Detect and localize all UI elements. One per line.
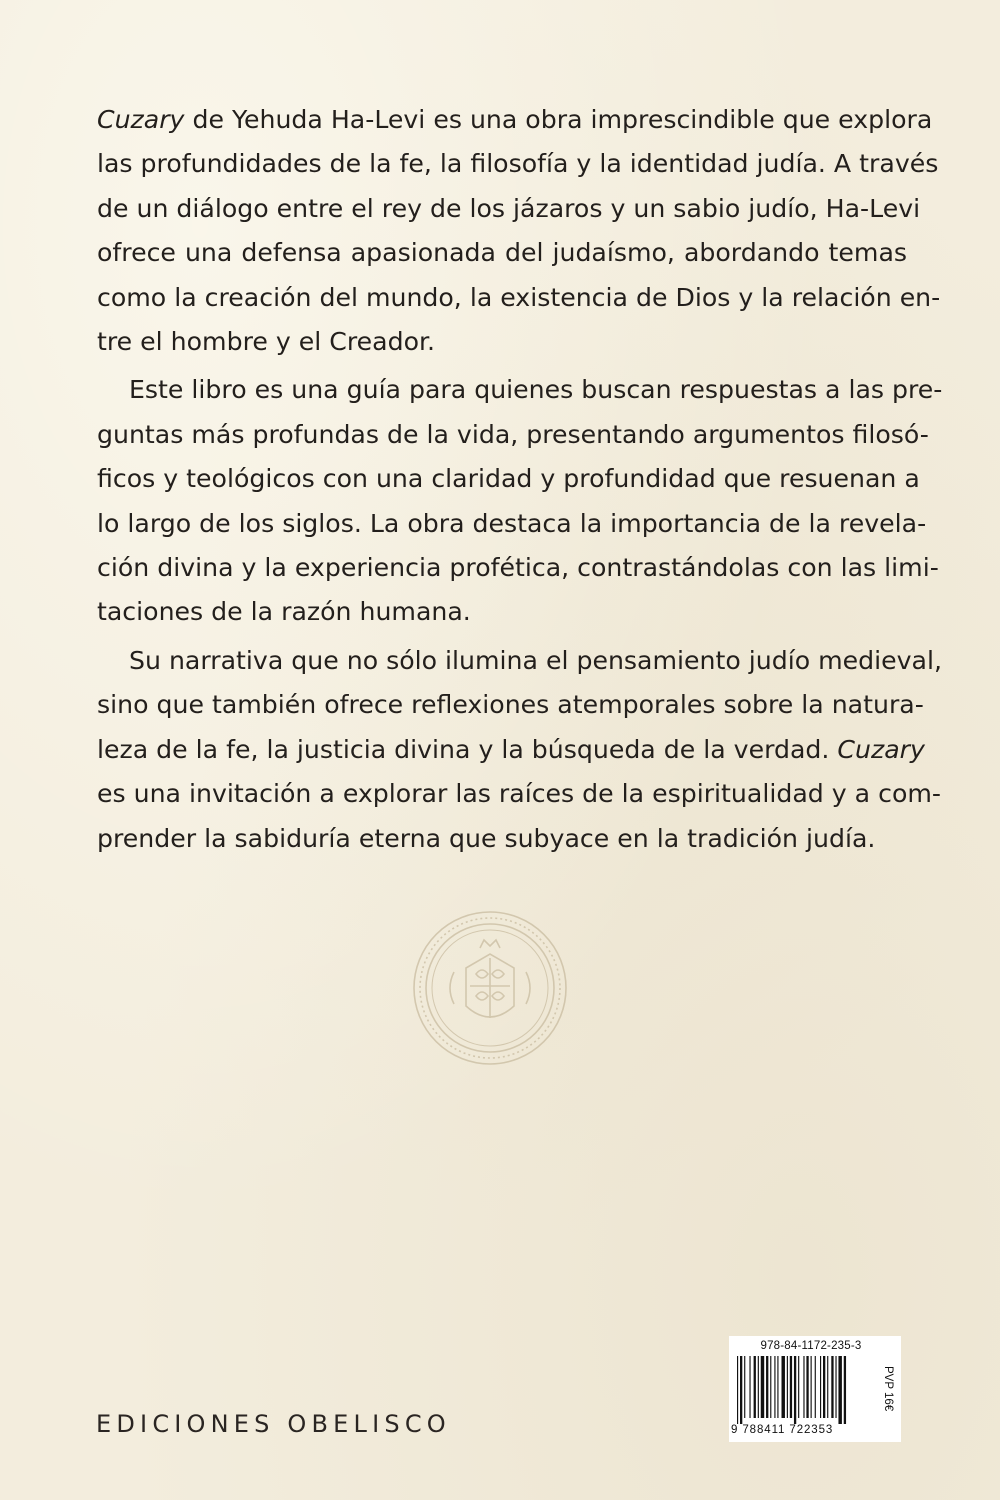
barcode-bar: [774, 1356, 775, 1418]
blurb-line: [97, 817, 907, 861]
blurb-line: [97, 457, 920, 501]
barcode-bar: [770, 1356, 771, 1418]
blurb-line: [97, 683, 924, 727]
blurb-paragraph: [97, 639, 942, 861]
blurb-line-text: las profundidades de la fe, la filosofía y la identidad judía. A través: [97, 149, 939, 179]
barcode-bar: [811, 1356, 812, 1418]
blurb-line: [97, 502, 927, 546]
barcode-bar: [777, 1356, 778, 1418]
barcode-bars: [737, 1356, 881, 1424]
blurb-line-text: sino que también ofrece reflexiones atemporales sobre la natura-: [97, 690, 924, 720]
barcode-bar: [806, 1356, 808, 1418]
barcode-bar: [835, 1356, 836, 1418]
blurb-line: [97, 639, 942, 683]
blurb-paragraph: [97, 368, 943, 634]
barcode-bar: [737, 1356, 738, 1424]
blurb-line: [97, 187, 921, 231]
blurb-line: [97, 546, 939, 590]
barcode-digits: 9 788411 722353: [731, 1424, 834, 1436]
blurb-line: [97, 142, 939, 186]
blurb-line-text: de un diálogo entre el rey de los jázaros y un sabio judío, Ha-Levi: [97, 193, 921, 223]
barcode-bar: [823, 1356, 825, 1418]
ornamental-seal-icon: [410, 908, 570, 1068]
blurb-line-text: ción divina y la experiencia profética, contrastándolas con las limi-: [97, 553, 939, 583]
barcode-bar: [744, 1356, 745, 1418]
barcode-bar: [787, 1356, 788, 1418]
isbn-barcode-panel: [729, 1336, 901, 1442]
blurb-line-text: tre el hombre y el Creador.: [97, 327, 436, 357]
blurb-line: [97, 413, 929, 457]
blurb-line: [97, 320, 907, 364]
blurb-line-text: de Yehuda Ha-Levi es una obra imprescindible que explora: [184, 105, 933, 134]
barcode-bar: [815, 1356, 816, 1418]
barcode-bar: [803, 1356, 804, 1418]
barcode-bar: [790, 1356, 792, 1418]
blurb-line-text: Este libro es una guía para quienes buscan respuestas a las pre-: [129, 375, 943, 405]
blurb-line: [97, 728, 925, 772]
barcode-bar: [758, 1356, 759, 1418]
book-title-italic: Cuzary: [837, 734, 925, 764]
barcode-bar: [827, 1356, 828, 1418]
barcode-bar: [820, 1356, 821, 1418]
blurb-line: [97, 590, 907, 634]
publisher-name: EDICIONES OBELISCO: [96, 1410, 451, 1438]
isbn-text: 978-84-1172-235-3: [760, 1340, 862, 1352]
blurb-line-text: ofrece una defensa apasionada del judaísmo, abordando temas: [97, 238, 907, 268]
blurb-line-text: guntas más profundas de la vida, presentando argumentos filosó-: [97, 419, 929, 449]
barcode-bar: [782, 1356, 785, 1418]
barcode-bar: [754, 1356, 756, 1418]
blurb-line-text: leza de la fe, la justicia divina y la búsqueda de la verdad.: [97, 734, 838, 764]
blurb-line-text: prender la sabiduría eterna que subyace en la tradición judía.: [97, 823, 876, 853]
blurb-line-text: como la creación del mundo, la existencia de Dios y la relación en-: [97, 282, 941, 312]
blurb-line: [97, 772, 941, 816]
barcode-bar: [761, 1356, 764, 1418]
blurb-line: [97, 368, 943, 412]
blurb-line: [97, 231, 907, 275]
blurb-line-text: ficos y teológicos con una claridad y profundidad que resuenan a: [97, 464, 920, 494]
barcode-bar: [766, 1356, 768, 1418]
book-title-italic: Cuzary: [97, 105, 185, 134]
blurb-line-text: Su narrativa que no sólo ilumina el pensamiento judío medieval,: [129, 645, 942, 675]
barcode-bar: [831, 1356, 833, 1418]
blurb-paragraph: [97, 98, 941, 364]
barcode-bar: [740, 1356, 742, 1424]
blurb-line: [97, 276, 941, 320]
barcode-bar: [798, 1356, 799, 1418]
barcode-bar: [844, 1356, 846, 1424]
blurb-line-text: lo largo de los siglos. La obra destaca la importancia de la revela-: [97, 508, 927, 538]
barcode-bar: [838, 1356, 841, 1424]
blurb-line-text: es una invitación a explorar las raíces de la espiritualidad y a com-: [97, 779, 941, 809]
back-cover-blurb: [97, 98, 943, 861]
barcode-bar: [749, 1356, 750, 1418]
blurb-line-text: taciones de la razón humana.: [97, 597, 471, 627]
blurb-line: [97, 98, 933, 142]
barcode-bar: [794, 1356, 796, 1424]
price-label: PVP 16€: [882, 1366, 894, 1412]
